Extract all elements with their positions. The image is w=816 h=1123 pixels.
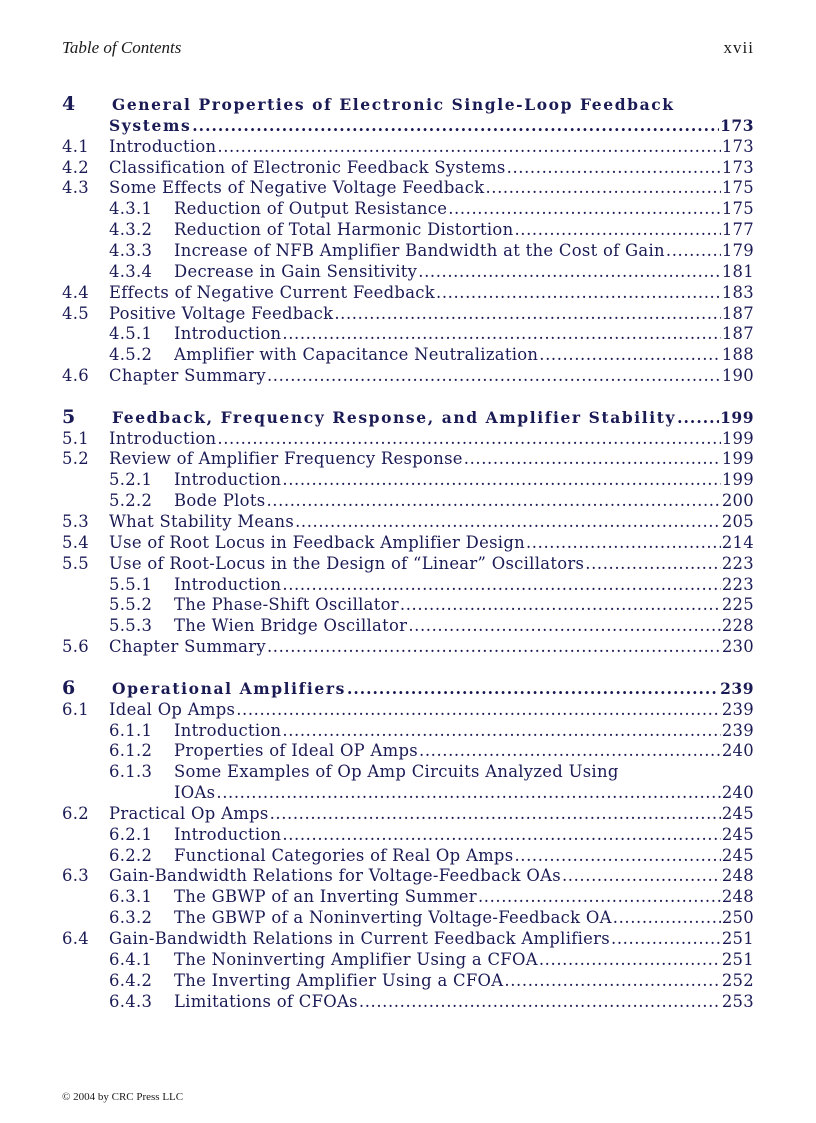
toc-page-number: 173 [721,157,754,177]
toc-page-number: 248 [721,887,754,907]
toc-page-number: 183 [721,282,754,302]
toc-leader-dots [217,428,720,449]
toc-chapter-heading-continued [0,115,816,136]
toc-subsection-entry [0,615,816,636]
toc-leader-dots [282,469,720,490]
toc-section-entry [0,136,816,157]
toc-page-number: 175 [721,199,754,219]
toc-leader-dots [539,949,721,970]
toc-leader-dots [526,532,721,553]
toc-leader-dots [585,553,721,574]
toc-entry-line [109,865,754,886]
toc-number: 4.5.1 [109,324,153,344]
toc-title: What Stability Means [109,512,295,531]
toc-entry-line [174,782,754,803]
toc-leader-dots [267,365,721,386]
toc-page-number: 199 [720,407,754,427]
toc-entry-line [174,824,754,845]
toc-page-number: 223 [721,553,754,573]
toc-page-number: 239 [721,720,754,740]
toc-title: Limitations of CFOAs [174,991,358,1011]
toc-entry-line [109,303,754,324]
toc-title: Functional Categories of Real Op Amps [174,845,514,865]
toc-section-entry [0,553,816,574]
toc-leader-dots [677,407,719,428]
toc-subsection-entry-continued [0,782,816,803]
toc-page-number: 230 [721,637,754,657]
toc-entry-line [109,177,754,198]
toc-subsection-entry [0,240,816,261]
toc-page-number: 251 [721,929,754,948]
toc-subsection-entry [0,323,816,344]
toc-page-number: 173 [721,136,754,156]
toc-title: The Wien Bridge Oscillator [174,616,408,636]
toc-leader-dots [478,886,721,907]
toc-number: 4.5 [62,303,89,323]
toc-page-number: 173 [720,115,754,135]
toc-page-number: 179 [721,240,754,260]
toc-leader-dots [613,907,721,928]
toc-page-number: 245 [721,824,754,844]
toc-title: Chapter Summary [109,366,266,386]
toc-subsection-entry [0,219,816,240]
toc-leader-dots [266,490,720,511]
toc-subsection-entry [0,740,816,761]
toc-leader-dots [408,615,721,636]
toc-number: 5.5.2 [109,595,153,615]
toc-leader-dots [464,448,721,469]
toc-page-number: 190 [721,366,754,386]
toc-number: 4.6 [62,366,89,386]
toc-section-entry [0,303,816,324]
toc-entry-line [174,886,754,907]
toc-number: 6.1 [62,699,89,719]
toc-entry-line [109,553,754,574]
toc-entry-line [112,678,754,699]
toc-title: Introduction [174,574,282,594]
toc-entry-line [174,240,754,261]
toc-page-number: 251 [721,949,754,969]
toc-entry-line [174,344,754,365]
toc-leader-dots [267,636,721,657]
toc-leader-dots [282,720,720,741]
toc-number: 6.4.3 [109,991,153,1011]
toc-leader-dots [282,323,720,344]
toc-entry-line [109,428,754,449]
toc-number: 6.2 [62,803,89,823]
toc-leader-dots [216,782,720,803]
toc-subsection-entry [0,761,816,782]
toc-entry-line [174,469,754,490]
toc-title: Introduction [174,824,282,844]
toc-page-number: 225 [721,595,754,615]
toc-entry-line [109,448,754,469]
toc-section-entry [0,865,816,886]
toc-subsection-entry [0,198,816,219]
toc-leader-dots [270,803,721,824]
toc-subsection-entry [0,970,816,991]
toc-number: 5.5 [62,553,89,573]
toc-entry-line [109,636,754,657]
toc-number: 6.3.2 [109,908,153,928]
toc-page-number: 205 [721,512,754,531]
toc-page-number: 187 [721,324,754,344]
toc-entry-line [109,803,754,824]
toc-title: Use of Root-Locus in the Design of “Linear” Oscillators [109,553,585,573]
toc-number: 5.2.1 [109,470,153,490]
toc-entry-line [174,198,754,219]
toc-page-number: 177 [721,220,754,240]
toc-number: 4 [62,93,76,115]
toc-title: Practical Op Amps [109,803,269,823]
toc-section-entry [0,365,816,386]
toc-number: 5.6 [62,637,89,657]
toc-subsection-entry [0,344,816,365]
toc-leader-dots [514,219,720,240]
toc-subsection-entry [0,949,816,970]
toc-leader-dots [217,136,720,157]
toc-entry-line [174,615,754,636]
toc-number: 4.2 [62,157,89,177]
toc-entry-line [112,407,754,428]
toc-number: 6.1.3 [109,762,153,782]
toc-subsection-entry [0,991,816,1012]
toc-number: 4.3.2 [109,220,153,240]
toc-title: Introduction [109,136,217,156]
toc-title: The GBWP of an Inverting Summer [174,887,477,907]
toc-leader-dots [666,240,721,261]
toc-number: 6.2.1 [109,824,153,844]
toc-page-number: 253 [721,991,754,1011]
toc-entry-line [174,740,754,761]
toc-title: Reduction of Output Resistance [174,199,448,219]
toc-section-entry [0,177,816,198]
toc-page-number: 239 [720,678,754,698]
toc-entry-line [174,949,754,970]
toc-title: The Noninverting Amplifier Using a CFOA [174,949,538,969]
toc-number: 4.4 [62,282,89,302]
header-page-number: xvii [723,38,754,57]
toc-page-number: 199 [721,470,754,490]
toc-title: Amplifier with Capacitance Neutralization [174,345,539,365]
toc-number: 5.5.3 [109,616,153,636]
toc-entry-line [109,928,754,949]
toc-title: Introduction [174,720,282,740]
toc-number: 4.3 [62,178,89,198]
toc-number: 5.1 [62,428,89,448]
toc-number: 4.3.1 [109,199,153,219]
toc-page-number: 175 [721,178,754,198]
toc-number: 6.1.2 [109,741,153,761]
toc-leader-dots [448,198,721,219]
toc-number: 6.3.1 [109,887,153,907]
toc-entry-line [174,720,754,741]
toc-page-number: 240 [721,783,754,803]
toc-title: Ideal Op Amps [109,699,236,719]
toc-leader-dots [436,282,721,303]
toc-chapter-heading [0,678,816,699]
toc-leader-dots [359,991,721,1012]
toc-number: 6.3 [62,866,89,886]
toc-title: Effects of Negative Current Feedback [109,282,435,302]
toc-number: 6.4.1 [109,949,153,969]
toc-page-number: 199 [721,449,754,469]
toc-leader-dots [400,594,721,615]
toc-number: 5.5.1 [109,574,153,594]
toc-page-number: 248 [721,866,754,886]
toc-entry-line [174,574,754,595]
toc-number: 6.2.2 [109,845,153,865]
toc-entry-line [174,970,754,991]
toc-entry-line [174,845,754,866]
toc-page-number: 250 [721,908,754,928]
toc-section-entry [0,636,816,657]
toc-title: The Inverting Amplifier Using a CFOA [174,970,504,990]
toc-title: Introduction [174,324,282,344]
toc-title: Decrease in Gain Sensitivity [174,261,418,281]
toc-number: 4.3.3 [109,240,153,260]
copyright-footer: © 2004 by CRC Press LLC [62,1091,184,1103]
toc-page-number: 199 [721,428,754,448]
toc-leader-dots [611,928,721,949]
toc-section-entry [0,428,816,449]
toc-leader-dots [347,678,719,699]
toc-title: Classification of Electronic Feedback Systems [109,157,506,177]
toc-subsection-entry [0,594,816,615]
toc-entry-line [109,282,754,303]
toc-subsection-entry [0,845,816,866]
toc-section-entry [0,282,816,303]
toc-title: Operational Amplifiers [112,678,346,698]
toc-section-entry [0,928,816,949]
toc-page-number: 181 [721,261,754,281]
toc-entry-line [109,115,754,136]
toc-subsection-entry [0,907,816,928]
toc-entry-line [109,532,754,553]
toc-page-number: 188 [721,345,754,365]
toc-entry-line [174,907,754,928]
toc-title: The GBWP of a Noninverting Voltage-Feedback OA [174,908,612,928]
toc-title: Introduction [174,470,282,490]
toc-leader-dots [562,865,721,886]
toc-entry-line [174,261,754,282]
toc-section-entry [0,511,816,532]
toc-leader-dots [334,303,720,324]
toc-section-entry [0,803,816,824]
toc-title: IOAs [174,783,216,803]
toc-title: Positive Voltage Feedback [109,303,334,323]
toc-page-number: 223 [721,574,754,594]
toc-number: 4.5.2 [109,345,153,365]
toc-page-number: 245 [721,845,754,865]
toc-entry-line [109,365,754,386]
toc-number: 5.2 [62,449,89,469]
toc-page-number: 252 [721,970,754,990]
toc-number: 5.3 [62,512,89,531]
toc-title: Use of Root Locus in Feedback Amplifier Design [109,532,525,552]
toc-page-number: 245 [721,803,754,823]
toc-leader-dots [418,261,721,282]
toc-leader-dots [504,970,720,991]
toc-leader-dots [192,115,719,136]
toc-title: Gain-Bandwidth Relations for Voltage-Feedback OAs [109,866,561,886]
toc-leader-dots [507,157,721,178]
toc-subsection-entry [0,469,816,490]
toc-number: 6 [62,676,76,699]
toc-title: Bode Plots [174,491,266,511]
toc-number: 4.1 [62,136,89,156]
toc-title: The Phase-Shift Oscillator [174,595,399,615]
toc-leader-dots [282,574,720,595]
toc-leader-dots [514,845,720,866]
toc-title: Some Examples of Op Amp Circuits Analyzed Using [174,762,619,782]
toc-chapter-heading [0,94,816,115]
toc-subsection-entry [0,824,816,845]
running-header [62,38,754,58]
toc-page-number: 187 [721,303,754,323]
toc-title: Increase of NFB Amplifier Bandwidth at the Cost of Gain [174,240,665,260]
toc-entry-line [109,699,754,720]
toc-entry-line [174,991,754,1012]
toc-leader-dots [485,177,720,198]
toc-title: Properties of Ideal OP Amps [174,741,419,761]
toc-title: Some Effects of Negative Voltage Feedback [109,178,485,198]
toc-title: Review of Amplifier Frequency Response [109,449,463,469]
header-title: Table of Contents [62,38,182,57]
toc-title: Reduction of Total Harmonic Distortion [174,220,514,240]
toc-entry-line [109,136,754,157]
toc-title: General Properties of Electronic Single-Loop Feedback [112,95,675,114]
toc-title: Introduction [109,428,217,448]
toc-number: 5.4 [62,532,89,552]
toc-leader-dots [236,699,721,720]
toc-leader-dots [419,740,721,761]
toc-leader-dots [295,511,721,532]
toc-number: 6.4 [62,929,89,948]
toc-subsection-entry [0,490,816,511]
toc-section-entry [0,699,816,720]
toc-entry-line [109,511,754,532]
toc-section-entry [0,532,816,553]
toc-subsection-entry [0,261,816,282]
toc-leader-dots [282,824,720,845]
toc-entry-line [174,323,754,344]
toc-entry-line [109,157,754,178]
toc-page-number: 200 [721,491,754,511]
toc-number: 5.2.2 [109,491,153,511]
toc-page-number: 228 [721,616,754,636]
toc-page-number: 240 [721,741,754,761]
toc-subsection-entry [0,574,816,595]
toc-title: Gain-Bandwidth Relations in Current Feedback Amplifiers [109,929,611,948]
toc-number: 6.1.1 [109,720,153,740]
toc-entry-line [174,594,754,615]
toc-section-entry [0,448,816,469]
toc-title: Chapter Summary [109,637,266,657]
toc-entry-line [174,490,754,511]
toc-title: Systems [109,115,192,135]
toc-number: 4.3.4 [109,261,153,281]
toc-number: 6.4.2 [109,970,153,990]
toc-title: Feedback, Frequency Response, and Amplifier Stability [112,407,677,427]
toc-entry-line [174,219,754,240]
toc-subsection-entry [0,720,816,741]
toc-number: 5 [62,405,76,428]
toc-entry-line [174,761,754,782]
toc-leader-dots [539,344,721,365]
toc-subsection-entry [0,886,816,907]
toc-entry-line [112,94,754,115]
toc-page-number: 214 [721,532,754,552]
toc-chapter-heading [0,407,816,428]
toc-page-number: 239 [721,699,754,719]
toc-section-entry [0,157,816,178]
